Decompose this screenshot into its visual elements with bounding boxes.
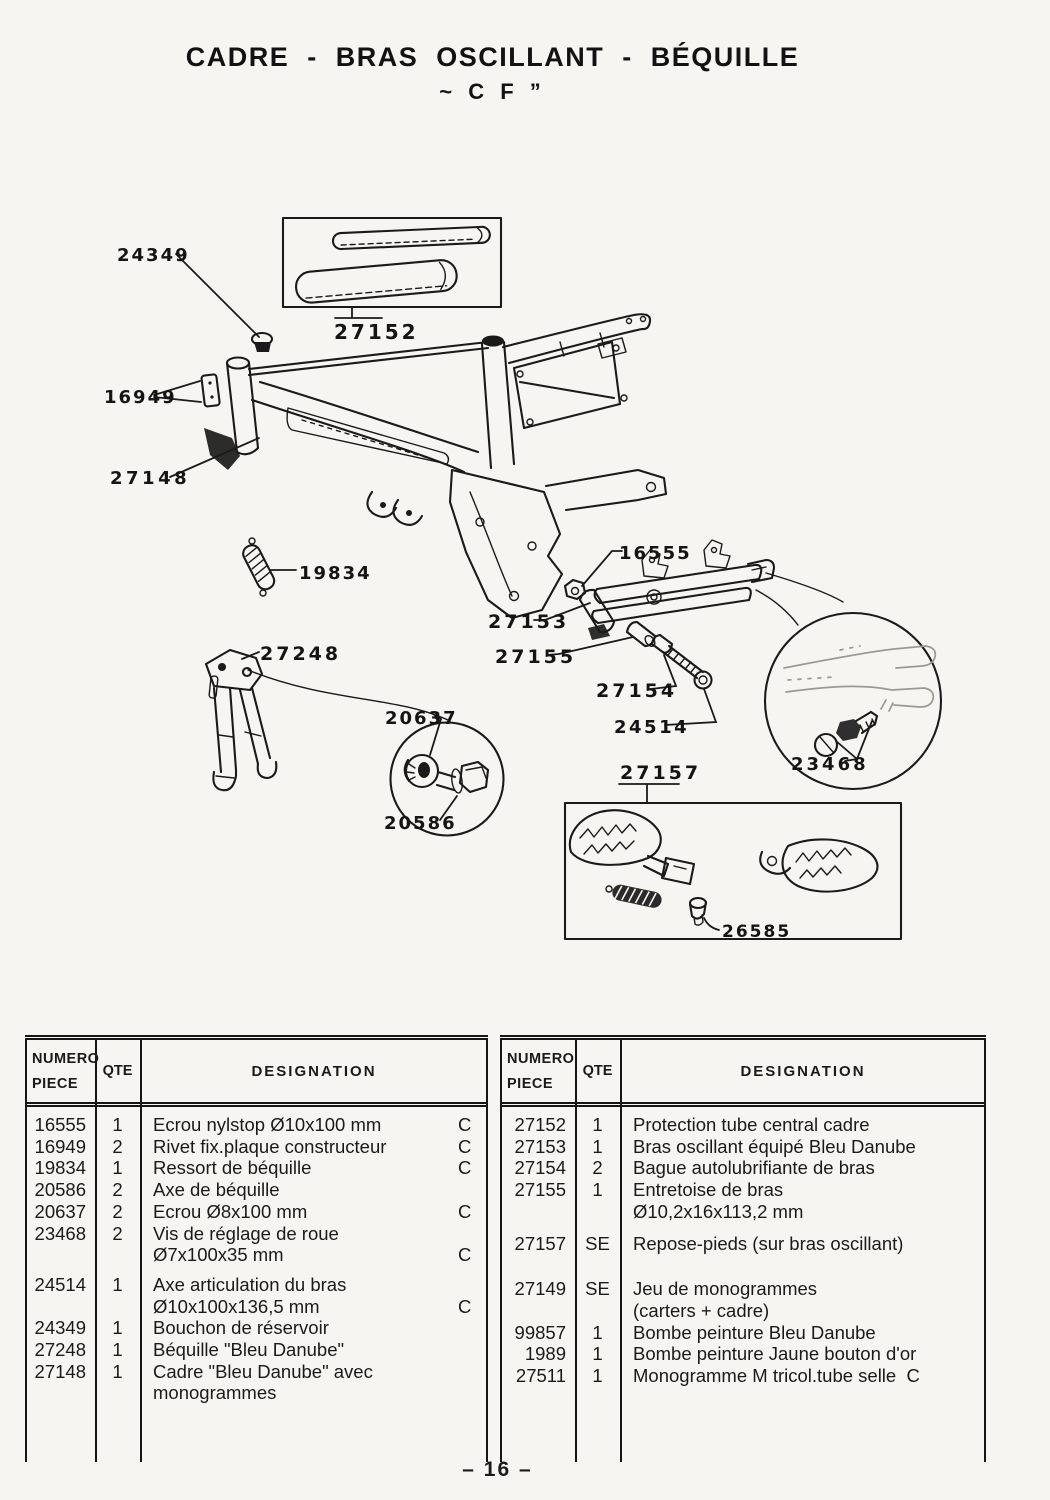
cell-numero: 27153 <box>514 1135 566 1157</box>
cell-flag <box>956 1157 986 1179</box>
header-numero-piece <box>25 1040 100 1102</box>
cell-numero <box>500 1201 575 1223</box>
cell-numero: 20586 <box>34 1179 86 1201</box>
table-row <box>500 1179 986 1201</box>
cell-flag: C <box>458 1244 472 1266</box>
cell-qte <box>575 1300 620 1322</box>
cell-designation: Ø10,2x16x113,2 mm <box>633 1200 804 1222</box>
cell-numero: 1989 <box>524 1343 566 1365</box>
cell-designation: (carters + cadre) <box>633 1299 770 1321</box>
table-row <box>500 1201 986 1223</box>
cell-numero: 27155 <box>514 1179 566 1201</box>
cell-numero: 27248 <box>34 1339 86 1361</box>
cell-designation: Ecrou nylstop Ø10x100 mm <box>153 1114 382 1135</box>
cell-designation: Axe de béquille <box>153 1179 280 1201</box>
cell-qte: 1 <box>592 1135 603 1157</box>
cell-numero: 27148 <box>34 1360 86 1382</box>
cell-numero: 27152 <box>514 1114 566 1135</box>
cell-designation: Bague autolubrifiante de bras <box>633 1157 875 1179</box>
part-label-27152: 27152 <box>334 320 419 344</box>
cell-qte <box>95 1382 140 1404</box>
parts-table-right <box>500 1035 986 1462</box>
cell-designation: Bombe peinture Jaune bouton d'or <box>633 1343 917 1365</box>
part-label-27248: 27248 <box>260 643 342 665</box>
cell-qte <box>575 1201 620 1223</box>
table-row <box>500 1278 986 1300</box>
cell-flag <box>458 1339 488 1361</box>
spacer-bushing-axle-drawing <box>627 622 712 689</box>
cell-numero: 99857 <box>514 1321 566 1343</box>
cell-qte: 2 <box>112 1200 123 1222</box>
cell-flag <box>956 1179 986 1201</box>
part-label-24514: 24514 <box>614 717 690 738</box>
cell-flag <box>956 1322 986 1344</box>
page-subtitle: ~ C F ” <box>439 79 546 104</box>
cell-qte: 1 <box>112 1273 123 1295</box>
part-label-20637: 20637 <box>385 708 458 729</box>
cell-numero: 24349 <box>34 1317 86 1339</box>
cell-flag: C <box>458 1135 472 1157</box>
part-label-20586: 20586 <box>384 813 457 834</box>
table-row <box>500 1300 986 1322</box>
cell-qte: 1 <box>592 1321 603 1343</box>
cell-numero: 27511 <box>515 1365 566 1387</box>
part-label-27148: 27148 <box>110 468 191 489</box>
cell-numero: 27157 <box>514 1232 566 1254</box>
header-piece: PIECE <box>32 1075 79 1092</box>
header-qte: QTE <box>102 1063 133 1079</box>
cell-qte: 1 <box>592 1343 603 1365</box>
cell-numero: 20637 <box>34 1200 86 1222</box>
cell-qte: SE <box>585 1278 610 1300</box>
cell-designation: Ø10x100x136,5 mm <box>153 1295 320 1317</box>
cell-designation: Axe articulation du bras <box>153 1273 347 1295</box>
cell-numero: 23468 <box>34 1222 86 1244</box>
cell-qte: 1 <box>112 1360 123 1382</box>
cell-designation: Vis de réglage de roue <box>153 1222 339 1244</box>
table-row <box>500 1157 986 1179</box>
cell-flag <box>956 1136 986 1158</box>
header-qte: QTE <box>582 1063 613 1079</box>
cell-flag <box>458 1317 488 1339</box>
part-label-23468: 23468 <box>791 754 869 775</box>
cell-qte: 2 <box>112 1135 123 1157</box>
cell-flag <box>458 1382 488 1404</box>
part-label-24349: 24349 <box>117 245 190 266</box>
header-designation: DESIGNATION <box>740 1062 866 1080</box>
cell-flag <box>458 1223 488 1245</box>
cell-designation: Entretoise de bras <box>633 1179 784 1201</box>
cell-flag <box>458 1361 488 1383</box>
cell-numero <box>25 1382 95 1404</box>
part-label-27153: 27153 <box>488 611 570 633</box>
cell-flag <box>956 1365 986 1387</box>
cell-designation: Ecrou Ø8x100 mm <box>153 1200 308 1222</box>
header-numero: NUMERO <box>507 1050 575 1067</box>
table-row <box>500 1114 986 1136</box>
cell-qte: 1 <box>112 1157 123 1179</box>
cell-qte: 1 <box>112 1339 123 1361</box>
cell-qte: 2 <box>112 1222 123 1244</box>
cell-numero <box>25 1244 95 1266</box>
cell-numero <box>500 1300 575 1322</box>
cell-numero <box>25 1296 95 1318</box>
header-numero-piece <box>500 1040 575 1102</box>
cell-numero: 27154 <box>514 1157 566 1179</box>
table-header <box>25 1040 488 1107</box>
cell-qte: 1 <box>592 1114 603 1135</box>
cell-designation: Repose-pieds (sur bras oscillant) <box>633 1232 904 1254</box>
header-piece: PIECE <box>507 1075 554 1092</box>
cell-designation: Bombe peinture Bleu Danube <box>633 1321 876 1343</box>
footpegs-box-drawing <box>565 803 901 939</box>
cell-designation: Ø7x100x35 mm <box>153 1244 284 1266</box>
cell-numero: 24514 <box>34 1273 86 1295</box>
cell-qte: SE <box>585 1232 610 1254</box>
cell-flag: C <box>458 1157 472 1179</box>
table-row <box>500 1365 986 1387</box>
cell-flag <box>458 1179 488 1201</box>
cell-flag <box>956 1201 986 1223</box>
cell-numero: 19834 <box>34 1157 86 1179</box>
cell-numero: 16949 <box>34 1135 86 1157</box>
cell-designation: Cadre "Bleu Danube" avec <box>153 1360 373 1382</box>
cell-flag <box>956 1343 986 1365</box>
part-label-27157: 27157 <box>620 762 702 784</box>
table-header <box>500 1040 986 1107</box>
page-number: – 16 – <box>462 1458 533 1481</box>
cell-designation: Monogramme M tricol.tube selle C <box>633 1365 920 1387</box>
cell-qte: 1 <box>592 1179 603 1201</box>
table-row <box>500 1136 986 1158</box>
diagram-labels <box>104 245 869 942</box>
stand-axle-magnifier <box>248 670 504 836</box>
header-designation: DESIGNATION <box>251 1062 377 1080</box>
cell-qte: 2 <box>592 1157 603 1179</box>
cell-flag: C <box>458 1114 472 1135</box>
cell-flag: C <box>458 1200 472 1222</box>
cell-numero: 27149 <box>514 1278 566 1300</box>
cell-qte: 1 <box>112 1317 123 1339</box>
rivet-plate-drawing <box>201 374 220 407</box>
cell-flag <box>956 1114 986 1136</box>
cell-qte: 1 <box>112 1114 123 1135</box>
table-rows <box>500 1107 986 1387</box>
cell-designation: Bras oscillant équipé Bleu Danube <box>633 1135 916 1157</box>
cell-designation: Jeu de monogrammes <box>633 1278 818 1300</box>
frame-drawing <box>204 314 666 618</box>
part-label-27155: 27155 <box>495 646 577 668</box>
part-label-27154: 27154 <box>596 680 678 702</box>
cell-designation: monogrammes <box>153 1382 277 1404</box>
parts-table-left <box>25 1035 488 1462</box>
cell-flag <box>956 1300 986 1322</box>
cell-qte: 1 <box>592 1365 603 1387</box>
header-numero: NUMERO <box>32 1050 100 1067</box>
table-row <box>500 1343 986 1365</box>
cell-flag <box>458 1274 488 1296</box>
kickstand-drawing <box>206 650 276 790</box>
part-label-16949: 16949 <box>104 387 177 408</box>
cell-numero: 16555 <box>34 1114 86 1135</box>
table-row <box>500 1233 986 1255</box>
cell-designation: Ressort de béquille <box>153 1157 312 1179</box>
fuel-cap-drawing <box>252 333 272 352</box>
cell-designation: Protection tube central cadre <box>633 1114 870 1135</box>
cell-qte <box>95 1244 140 1266</box>
table-row <box>500 1322 986 1344</box>
cell-flag <box>956 1278 986 1300</box>
cell-flag: C <box>458 1295 472 1317</box>
cell-designation: Bouchon de réservoir <box>153 1317 329 1339</box>
cell-qte <box>95 1296 140 1318</box>
stand-spring-drawing <box>240 538 276 596</box>
page-title: CADRE - BRAS OSCILLANT - BÉQUILLE <box>185 42 800 72</box>
cell-designation: Béquille "Bleu Danube" <box>153 1339 345 1361</box>
protection-tube-box-drawing <box>283 218 501 307</box>
part-label-16555: 16555 <box>619 543 692 564</box>
cell-flag <box>956 1233 986 1255</box>
part-label-19834: 19834 <box>299 563 372 584</box>
part-label-26585: 26585 <box>722 922 792 942</box>
cell-qte: 2 <box>112 1179 123 1201</box>
cell-designation: Rivet fix.plaque constructeur <box>153 1135 387 1157</box>
